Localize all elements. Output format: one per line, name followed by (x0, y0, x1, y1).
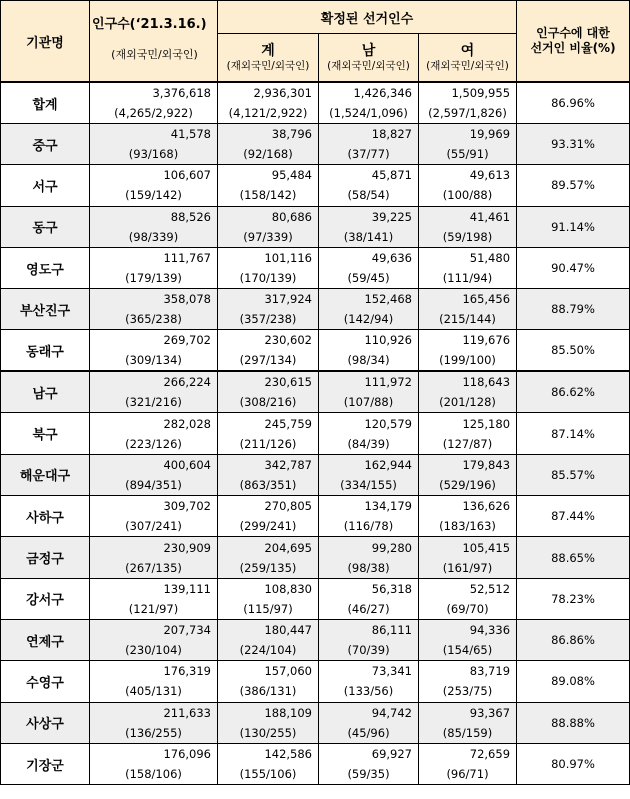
total-voters-count: 108,830 (264, 581, 312, 596)
header-ratio-line2: 선거인 비율(%) (530, 41, 616, 55)
voter-ratio-cell: 86.62% (517, 371, 630, 413)
female-voters-cell (419, 619, 517, 660)
table-row (1, 206, 630, 247)
agency-name-cell: 동래구 (1, 330, 90, 372)
population-count: 176,319 (163, 664, 211, 679)
table-body (1, 82, 630, 785)
total-voters-cell (218, 702, 319, 743)
total-voters-cell (218, 743, 319, 784)
voter-ratio-cell: 85.57% (517, 454, 630, 495)
table-row (1, 454, 630, 495)
agency-name-cell: 강서구 (1, 578, 90, 619)
male-voters-count: 111,972 (364, 375, 412, 390)
header-agency-name: 기관명 (1, 1, 90, 83)
female-voters-cell (419, 702, 517, 743)
male-voters-count: 134,179 (364, 499, 412, 514)
male-voters-breakdown: (45/96) (347, 725, 390, 740)
female-voters-breakdown: (2,597/1,826) (428, 106, 507, 120)
female-voters-count: 136,626 (462, 499, 511, 514)
female-voters-breakdown: (55/91) (446, 147, 489, 162)
male-voters-count: 56,318 (371, 581, 412, 596)
male-voters-breakdown: (334/155) (340, 477, 397, 492)
total-voters-count: 95,484 (271, 168, 312, 183)
female-voters-breakdown: (127/87) (442, 436, 493, 451)
agency-name-cell: 사상구 (1, 702, 90, 743)
female-voters-breakdown: (161/97) (442, 560, 493, 575)
agency-name-cell: 금정구 (1, 537, 90, 578)
header-total-label: 계 (261, 42, 275, 59)
total-voters-breakdown: (224/104) (239, 643, 297, 658)
population-count: 139,111 (163, 581, 211, 596)
female-voters-breakdown: (199/100) (439, 353, 496, 368)
population-cell (90, 661, 218, 702)
header-female-sub: (재외국민/외국인) (426, 59, 509, 72)
header-voter-ratio (517, 1, 630, 83)
male-voters-count: 39,225 (371, 209, 412, 224)
voter-ratio-cell: 91.14% (517, 206, 630, 247)
agency-name-cell: 수영구 (1, 661, 90, 702)
total-voters-cell (218, 537, 319, 578)
population-count: 358,078 (163, 292, 211, 307)
population-cell (90, 619, 218, 660)
total-voters-breakdown: (4,121/2,922) (228, 106, 308, 120)
female-voters-breakdown: (59/198) (442, 229, 493, 244)
table-row (1, 496, 630, 537)
female-voters-cell (419, 496, 517, 537)
voter-ratio-cell: 80.97% (517, 743, 630, 784)
female-voters-cell (419, 124, 517, 165)
total-voters-cell (218, 82, 319, 124)
agency-name-cell: 북구 (1, 413, 90, 454)
total-voters-count: 342,787 (264, 457, 312, 472)
female-voters-cell (419, 578, 517, 619)
population-count: 211,633 (163, 705, 211, 720)
population-cell (90, 330, 218, 372)
male-voters-count: 1,426,346 (353, 86, 412, 100)
female-voters-cell (419, 413, 517, 454)
total-voters-count: 2,936,301 (253, 86, 312, 100)
male-voters-breakdown: (84/39) (347, 436, 390, 451)
male-voters-cell (319, 165, 419, 206)
female-voters-breakdown: (100/88) (442, 188, 493, 203)
total-voters-breakdown: (155/106) (239, 767, 297, 781)
male-voters-cell (319, 206, 419, 247)
population-breakdown: (230/104) (125, 643, 182, 658)
agency-name-cell: 부산진구 (1, 289, 90, 330)
population-breakdown: (267/135) (125, 560, 182, 575)
female-voters-cell (419, 165, 517, 206)
voter-ratio-cell: 89.57% (517, 165, 630, 206)
male-voters-cell (319, 247, 419, 288)
population-cell (90, 82, 218, 124)
male-voters-breakdown: (46/27) (347, 601, 390, 616)
header-male-sub: (재외국민/외국인) (327, 59, 410, 72)
male-voters-count: 73,341 (371, 664, 412, 679)
male-voters-cell (319, 578, 419, 619)
population-cell (90, 371, 218, 413)
male-voters-breakdown: (116/78) (343, 519, 394, 534)
male-voters-cell (319, 413, 419, 454)
population-count: 88,526 (170, 209, 211, 224)
table-row (1, 743, 630, 784)
table-row (1, 578, 630, 619)
female-voters-breakdown: (215/144) (439, 312, 496, 327)
table-row (1, 330, 630, 372)
male-voters-cell (319, 619, 419, 660)
population-breakdown: (136/255) (125, 725, 182, 740)
male-voters-count: 162,944 (364, 457, 412, 472)
male-voters-count: 120,579 (364, 416, 412, 431)
male-voters-breakdown: (133/56) (343, 684, 394, 699)
population-breakdown: (93/168) (128, 147, 179, 162)
population-count: 41,578 (170, 127, 211, 142)
male-voters-cell (319, 124, 419, 165)
header-total-sub: (재외국민/외국인) (226, 59, 310, 72)
agency-name-cell: 사하구 (1, 496, 90, 537)
male-voters-count: 86,111 (371, 623, 412, 638)
total-voters-count: 142,586 (264, 747, 312, 761)
female-voters-count: 51,480 (469, 251, 511, 266)
female-voters-cell (419, 330, 517, 372)
voter-ratio-cell: 78.23% (517, 578, 630, 619)
female-voters-count: 41,461 (469, 209, 511, 224)
population-cell (90, 702, 218, 743)
female-voters-count: 1,509,955 (451, 86, 511, 100)
male-voters-breakdown: (107/88) (343, 395, 394, 410)
total-voters-count: 245,759 (264, 416, 312, 431)
male-voters-count: 110,926 (364, 333, 412, 348)
female-voters-breakdown: (154/65) (442, 643, 493, 658)
total-voters-count: 180,447 (264, 623, 312, 638)
male-voters-cell (319, 289, 419, 330)
agency-name-cell: 서구 (1, 165, 90, 206)
header-male-label: 남 (361, 42, 376, 59)
total-voters-count: 38,796 (271, 127, 312, 142)
female-voters-cell (419, 661, 517, 702)
female-voters-breakdown: (96/71) (446, 767, 489, 781)
agency-name-cell: 영도구 (1, 247, 90, 288)
total-voters-cell (218, 619, 319, 660)
female-voters-cell (419, 289, 517, 330)
population-count: 269,702 (163, 333, 211, 348)
header-female-label: 여 (460, 42, 475, 59)
male-voters-cell (319, 537, 419, 578)
population-count: 282,028 (163, 416, 211, 431)
total-voters-breakdown: (259/135) (239, 560, 297, 575)
total-voters-cell (218, 165, 319, 206)
female-voters-cell (419, 247, 517, 288)
total-voters-breakdown: (211/126) (239, 436, 297, 451)
population-breakdown: (121/97) (128, 601, 179, 616)
population-cell (90, 413, 218, 454)
total-voters-breakdown: (386/131) (239, 684, 297, 699)
total-voters-count: 230,602 (264, 333, 312, 348)
total-voters-count: 157,060 (264, 664, 312, 679)
population-cell (90, 454, 218, 495)
population-count: 111,767 (163, 251, 211, 266)
agency-name-cell: 기장군 (1, 743, 90, 784)
male-voters-count: 69,927 (371, 747, 412, 761)
total-voters-count: 101,116 (264, 251, 312, 266)
population-breakdown: (307/241) (125, 519, 182, 534)
population-breakdown: (321/216) (125, 395, 182, 410)
population-cell (90, 289, 218, 330)
agency-name-cell: 연제구 (1, 619, 90, 660)
male-voters-breakdown: (59/35) (347, 767, 390, 781)
population-breakdown: (405/131) (125, 684, 182, 699)
table-row (1, 124, 630, 165)
female-voters-count: 72,659 (469, 747, 511, 761)
male-voters-count: 49,636 (371, 251, 412, 266)
male-voters-cell (319, 454, 419, 495)
male-voters-breakdown: (58/54) (347, 188, 390, 203)
total-voters-count: 188,109 (264, 705, 312, 720)
population-cell (90, 496, 218, 537)
male-voters-cell (319, 496, 419, 537)
voter-ratio-cell: 88.65% (517, 537, 630, 578)
population-cell (90, 206, 218, 247)
population-breakdown: (223/126) (125, 436, 182, 451)
male-voters-breakdown: (70/39) (347, 643, 390, 658)
voter-ratio-cell: 86.96% (517, 82, 630, 124)
table-row (1, 702, 630, 743)
total-voters-breakdown: (299/241) (239, 519, 297, 534)
female-voters-breakdown: (69/70) (446, 601, 489, 616)
header-ratio-line1: 인구수에 대한 (536, 26, 610, 40)
male-voters-cell (319, 702, 419, 743)
population-cell (90, 578, 218, 619)
female-voters-breakdown: (201/128) (439, 395, 496, 410)
total-voters-count: 317,924 (264, 292, 312, 307)
male-voters-count: 45,871 (371, 168, 412, 183)
total-voters-breakdown: (170/139) (239, 271, 297, 286)
population-count: 230,909 (163, 540, 211, 555)
total-voters-cell (218, 661, 319, 702)
total-voters-count: 270,805 (264, 499, 312, 514)
header-population-title: 인구수(‘21.3.16.) (92, 17, 207, 32)
agency-name-cell: 합계 (1, 82, 90, 124)
female-voters-count: 179,843 (462, 457, 511, 472)
population-cell (90, 247, 218, 288)
agency-name-cell: 동구 (1, 206, 90, 247)
population-count: 266,224 (163, 375, 211, 390)
total-voters-count: 204,695 (264, 540, 312, 555)
population-breakdown: (159/142) (125, 188, 182, 203)
table-row (1, 619, 630, 660)
population-cell (90, 537, 218, 578)
table-row (1, 537, 630, 578)
header-total (218, 34, 319, 83)
population-breakdown: (365/238) (125, 312, 182, 327)
header-male (319, 34, 419, 83)
male-voters-cell (319, 330, 419, 372)
table-row (1, 661, 630, 702)
table-row (1, 82, 630, 124)
female-voters-cell (419, 537, 517, 578)
total-voters-cell (218, 496, 319, 537)
header-population-sub: (재외국민/외국인) (111, 48, 198, 61)
total-voters-breakdown: (92/168) (243, 147, 293, 162)
voter-ratio-cell: 85.50% (517, 330, 630, 372)
male-voters-cell (319, 661, 419, 702)
male-voters-breakdown: (98/34) (347, 353, 390, 368)
agency-name-cell: 해운대구 (1, 454, 90, 495)
female-voters-count: 94,336 (469, 623, 511, 638)
header-confirmed-voters: 확정된 선거인수 (218, 1, 517, 34)
female-voters-cell (419, 371, 517, 413)
header-population (90, 1, 218, 83)
male-voters-breakdown: (98/38) (347, 560, 390, 575)
total-voters-breakdown: (97/339) (243, 229, 293, 244)
total-voters-count: 230,615 (264, 375, 312, 390)
female-voters-cell (419, 206, 517, 247)
voter-ratio-cell: 87.44% (517, 496, 630, 537)
female-voters-count: 119,676 (462, 333, 511, 348)
male-voters-count: 152,468 (364, 292, 412, 307)
table-row (1, 247, 630, 288)
header-female (419, 34, 517, 83)
female-voters-breakdown: (253/75) (442, 684, 493, 699)
total-voters-count: 80,686 (271, 209, 312, 224)
male-voters-breakdown: (59/45) (347, 271, 390, 286)
total-voters-cell (218, 247, 319, 288)
total-voters-breakdown: (308/216) (239, 395, 297, 410)
population-count: 3,376,618 (152, 86, 211, 100)
female-voters-breakdown: (183/163) (439, 519, 496, 534)
population-breakdown: (179/139) (125, 271, 182, 286)
total-voters-cell (218, 413, 319, 454)
female-voters-cell (419, 743, 517, 784)
voter-ratio-cell: 88.88% (517, 702, 630, 743)
female-voters-count: 83,719 (469, 664, 511, 679)
total-voters-cell (218, 330, 319, 372)
total-voters-breakdown: (130/255) (239, 725, 297, 740)
voter-ratio-cell: 89.08% (517, 661, 630, 702)
female-voters-count: 93,367 (469, 705, 511, 720)
total-voters-cell (218, 124, 319, 165)
male-voters-breakdown: (1,524/1,096) (329, 106, 408, 120)
female-voters-count: 125,180 (462, 416, 511, 431)
table-row (1, 165, 630, 206)
population-count: 106,607 (163, 168, 211, 183)
female-voters-count: 118,643 (462, 375, 511, 390)
agency-name-cell: 중구 (1, 124, 90, 165)
male-voters-count: 18,827 (371, 127, 412, 142)
population-breakdown: (98/339) (128, 229, 179, 244)
female-voters-breakdown: (85/159) (442, 725, 493, 740)
female-voters-breakdown: (111/94) (442, 271, 493, 286)
voter-ratio-cell: 93.31% (517, 124, 630, 165)
total-voters-cell (218, 206, 319, 247)
male-voters-breakdown: (38/141) (343, 229, 394, 244)
total-voters-breakdown: (158/142) (239, 188, 297, 203)
total-voters-breakdown: (863/351) (239, 477, 297, 492)
male-voters-breakdown: (142/94) (343, 312, 394, 327)
table-row (1, 371, 630, 413)
female-voters-count: 165,456 (462, 292, 511, 307)
population-breakdown: (158/106) (125, 767, 182, 781)
table-row (1, 413, 630, 454)
population-breakdown: (894/351) (125, 477, 182, 492)
population-count: 176,096 (163, 747, 211, 761)
population-count: 400,604 (163, 457, 211, 472)
total-voters-breakdown: (357/238) (239, 312, 297, 327)
voter-ratio-cell: 90.47% (517, 247, 630, 288)
population-count: 309,702 (163, 499, 211, 514)
voter-ratio-cell: 88.79% (517, 289, 630, 330)
male-voters-cell (319, 743, 419, 784)
population-cell (90, 124, 218, 165)
total-voters-cell (218, 578, 319, 619)
male-voters-cell (319, 371, 419, 413)
population-count: 207,734 (163, 623, 211, 638)
total-voters-cell (218, 454, 319, 495)
male-voters-count: 94,742 (371, 705, 412, 720)
total-voters-cell (218, 289, 319, 330)
female-voters-breakdown: (529/196) (439, 477, 496, 492)
population-cell (90, 165, 218, 206)
male-voters-count: 99,280 (371, 540, 412, 555)
population-breakdown: (4,265/2,922) (114, 106, 193, 120)
female-voters-count: 52,512 (469, 581, 511, 596)
voter-ratio-cell: 87.14% (517, 413, 630, 454)
voter-ratio-cell: 86.86% (517, 619, 630, 660)
population-cell (90, 743, 218, 784)
population-breakdown: (309/134) (125, 353, 182, 368)
male-voters-breakdown: (37/77) (347, 147, 390, 162)
male-voters-cell (319, 82, 419, 124)
total-voters-breakdown: (115/97) (243, 601, 293, 616)
female-voters-cell (419, 82, 517, 124)
female-voters-cell (419, 454, 517, 495)
total-voters-cell (218, 371, 319, 413)
female-voters-count: 105,415 (462, 540, 511, 555)
female-voters-count: 19,969 (469, 127, 511, 142)
table-row (1, 289, 630, 330)
female-voters-count: 49,613 (469, 168, 511, 183)
agency-name-cell: 남구 (1, 371, 90, 413)
total-voters-breakdown: (297/134) (239, 353, 297, 368)
